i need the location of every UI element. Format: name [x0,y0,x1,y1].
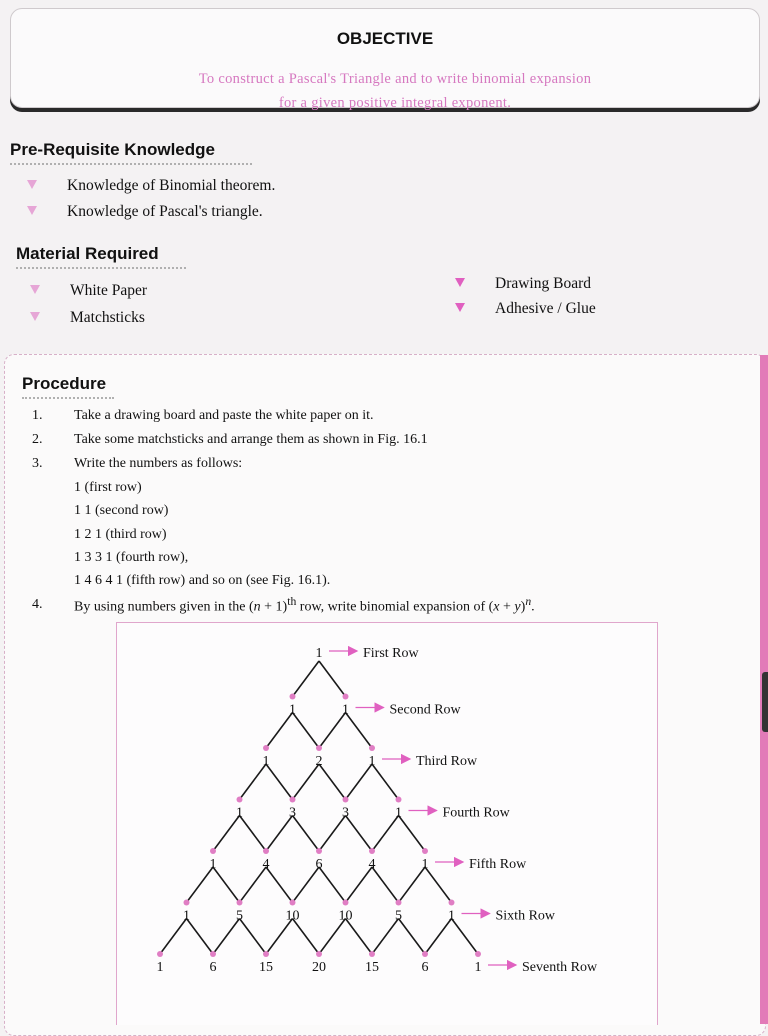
material-item-text: White Paper [70,282,148,299]
matchstick [293,919,320,955]
matchstick-tip [316,745,322,751]
matchstick [293,713,320,749]
prerequisite-heading: Pre-Requisite Knowledge [10,140,252,165]
matchstick [213,867,240,903]
material-item-text: Adhesive / Glue [495,300,596,317]
matchstick [240,816,267,852]
matchstick [346,816,373,852]
matchstick-tip [263,951,269,957]
triangle-number: 10 [285,908,300,924]
matchstick [213,919,240,955]
matchstick-tip [343,900,349,906]
matchstick [425,919,452,955]
row-description: 1 1 (second row) [74,503,169,518]
triangle-number: 3 [342,805,349,821]
triangle-number: 1 [289,702,296,718]
matchstick [293,867,320,903]
matchstick [399,919,426,955]
matchstick-tip [263,848,269,854]
step-number: 1. [32,408,43,423]
prerequisite-item [67,203,263,221]
step-number: 2. [32,432,43,447]
matchstick [319,816,346,852]
matchstick [240,764,267,800]
material-item [70,309,145,327]
matchstick [346,919,373,955]
triangle-number: 1 [368,754,376,769]
matchstick-tip [290,694,296,700]
matchstick [346,713,373,749]
triangle-number: 1 [395,805,402,821]
matchstick-tip [290,797,296,803]
triangle-number: 6 [421,960,429,975]
matchstick [187,867,214,903]
matchstick [266,816,293,852]
objective-line-1: To construct a Pascal's Triangle and to write binomial expansion [198,71,592,87]
triangle-number: 6 [209,960,217,975]
step-text: Write the numbers as follows: [74,456,243,471]
matchstick-tip [422,951,428,957]
matchstick [372,867,399,903]
triangle-number: 15 [365,960,379,975]
objective-text [121,67,669,115]
material-item [495,300,596,318]
step-text: Take a drawing board and paste the white paper on it. [74,408,374,423]
matchstick [399,816,426,852]
page-edge-tab [762,672,768,732]
prerequisite-item [67,177,275,195]
matchstick-tip [369,848,375,854]
triangle-number: 15 [259,960,273,975]
matchstick [240,919,267,955]
row-label: Fourth Row [442,805,510,821]
triangle-number: 20 [312,960,326,975]
step-text: Take some matchsticks and arrange them as shown in Fig. 16.1 [74,432,428,447]
matchstick [319,867,346,903]
matchstick-tip [237,900,243,906]
matchstick [372,816,399,852]
material-item [495,275,591,293]
matchstick [293,816,320,852]
matchstick [346,764,373,800]
matchstick [319,713,346,749]
matchstick [266,867,293,903]
row-label: Second Row [389,702,461,718]
triangle-number: 1 [315,646,323,661]
materials-heading: Material Required [16,244,186,269]
step-number: 3. [32,456,43,471]
matchstick-tip [316,848,322,854]
prerequisite-item-text: Knowledge of Pascal's triangle. [67,203,263,220]
bullet-triangle-icon [30,285,40,294]
step-number: 4. [32,597,43,612]
triangle-number: 4 [262,857,270,872]
triangle-number: 1 [209,857,217,872]
triangle-number: 3 [289,805,296,821]
material-item-text: Drawing Board [495,275,591,292]
triangle-number: 1 [342,702,349,718]
matchstick-tip [396,797,402,803]
bullet-triangle-icon [455,278,465,287]
triangle-number: 1 [474,960,482,975]
matchstick-tip [157,951,163,957]
row-label: First Row [363,646,419,661]
objective-banner [10,8,760,111]
matchstick [319,764,346,800]
matchstick [372,764,399,800]
row-description: 1 4 6 4 1 (fifth row) and so on (see Fig. 16.1). [74,573,331,588]
matchstick [372,919,399,955]
matchstick [319,661,346,697]
procedure-heading: Procedure [22,374,114,399]
row-description: 1 2 1 (third row) [74,527,167,542]
prerequisite-item-text: Knowledge of Binomial theorem. [67,177,276,194]
matchstick [213,816,240,852]
matchstick-tip [475,951,481,957]
matchstick [160,919,187,955]
matchstick-tip [184,900,190,906]
material-item-text: Matchsticks [70,309,145,326]
step-4-text: By using numbers given in the $(n + 1)^{th}$ row, write binomial expansion of $(x + y)^n$. [74,595,535,615]
triangle-number: 5 [236,908,243,924]
triangle-number: 1 [262,754,270,769]
bullet-triangle-icon [27,206,37,215]
matchstick [187,919,214,955]
bullet-triangle-icon [455,303,465,312]
matchstick-tip [422,848,428,854]
matchstick-tip [237,797,243,803]
pascal-triangle-svg [117,623,657,1025]
matchstick-tip [210,848,216,854]
bullet-triangle-icon [30,312,40,321]
matchstick-tip [316,951,322,957]
triangle-number: 4 [368,857,376,872]
bullet-triangle-icon [27,180,37,189]
objective-line-2: for a given positive integral exponent. [278,95,512,111]
triangle-number: 1 [183,908,190,924]
triangle-number: 2 [315,754,323,769]
matchstick [293,661,320,697]
matchstick [266,919,293,955]
matchstick-tip [369,951,375,957]
matchstick [346,867,373,903]
triangle-number: 1 [448,908,455,924]
matchstick [319,919,346,955]
objective-title: OBJECTIVE [336,29,434,48]
row-description: 1 (first row) [74,480,142,495]
row-description: 1 3 3 1 (fourth row), [74,550,189,565]
row-label: Sixth Row [495,908,556,924]
matchstick [266,713,293,749]
row-label: Third Row [416,754,478,769]
matchstick-tip [263,745,269,751]
matchstick-tip [449,900,455,906]
row-label: Fifth Row [469,857,527,872]
triangle-number: 5 [395,908,402,924]
matchstick-tip [210,951,216,957]
matchstick-tip [290,900,296,906]
triangle-number: 1 [421,857,429,872]
matchstick-tip [343,797,349,803]
matchstick [266,764,293,800]
matchstick [399,867,426,903]
matchstick-tip [343,694,349,700]
triangle-number: 1 [156,960,164,975]
row-label: Seventh Row [522,960,598,975]
triangle-number: 10 [338,908,353,924]
pascal-triangle-figure [116,622,658,1025]
matchstick [293,764,320,800]
triangle-number: 6 [315,857,323,872]
matchstick [425,867,452,903]
matchstick-tip [396,900,402,906]
matchstick [452,919,479,955]
matchstick [240,867,267,903]
material-item [70,282,147,300]
matchstick-tip [369,745,375,751]
triangle-number: 1 [236,805,243,821]
